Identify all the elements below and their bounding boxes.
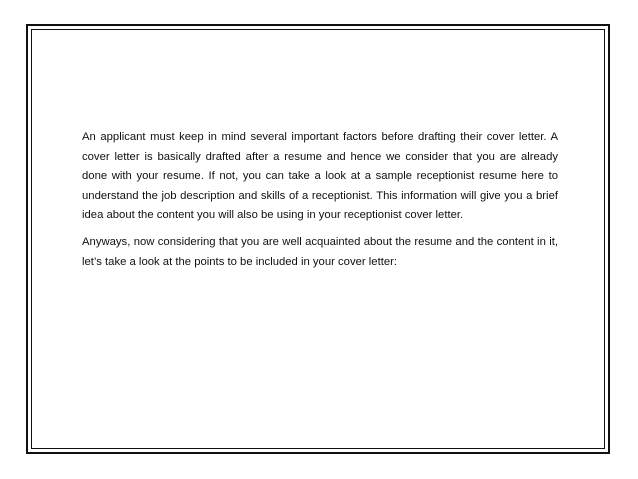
document-body xyxy=(82,128,558,279)
paragraph-intro: An applicant must keep in mind several important factors before drafting their cover letter. A cover letter is basically drafted after a resume and hence we consider that you are already done with your resume. If not, you can take a look at a sample receptionist resume here to understand the job description and skills of a receptionist. This information will give you a brief idea about the content you will also be using in your receptionist cover letter. xyxy=(82,131,558,222)
paragraph-transition: Anyways, now considering that you are well acquainted about the resume and the content in it, let’s take a look at the points to be included in your cover letter: xyxy=(82,235,558,268)
